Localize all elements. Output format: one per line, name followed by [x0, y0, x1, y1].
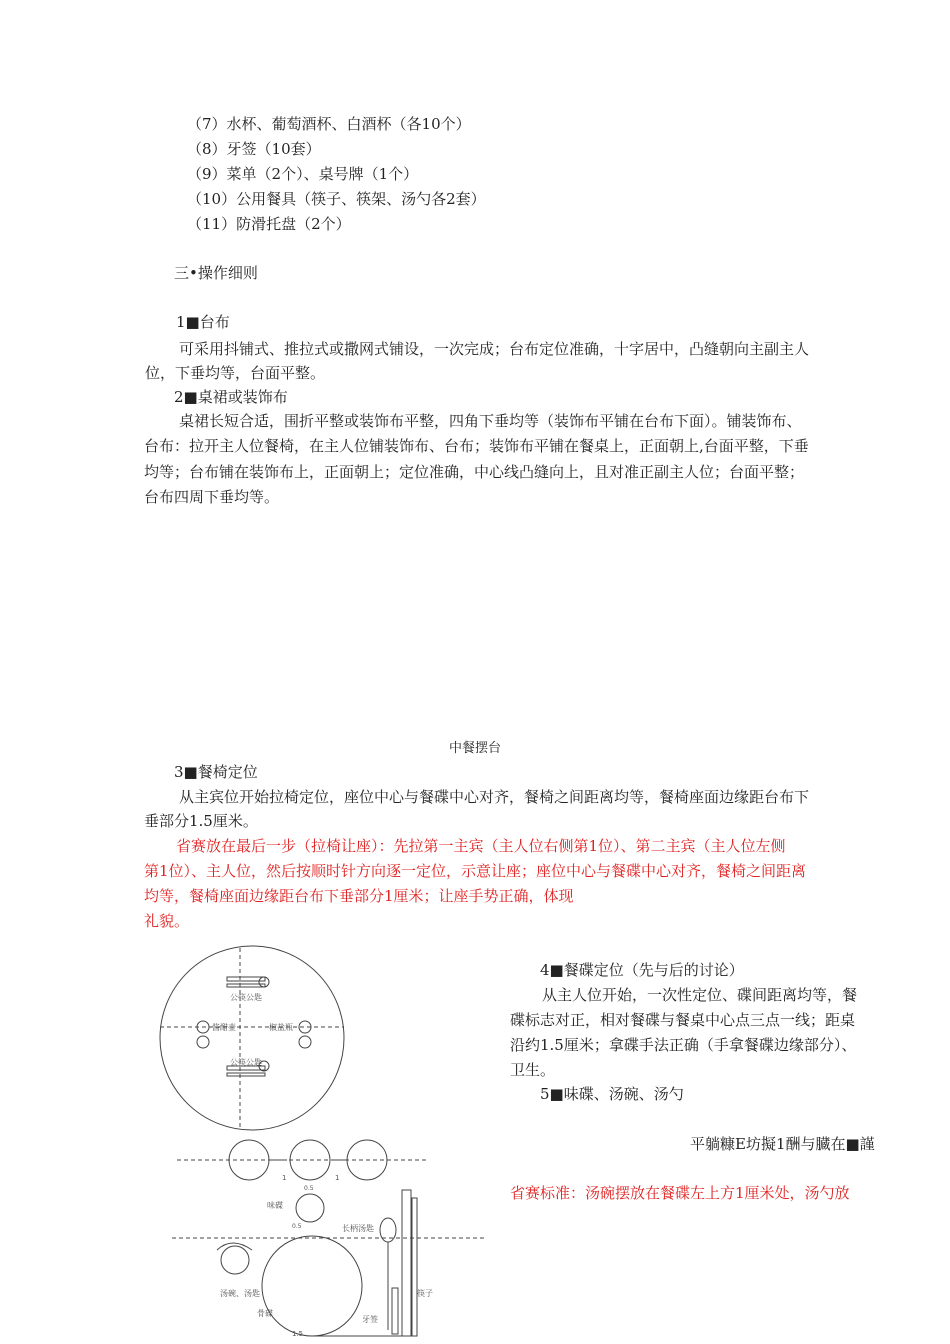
- s4-line: 沿约1.5厘米；拿碟手法正确（手拿餐碟边缘部分）、: [510, 1036, 857, 1054]
- diagram-label: 0.5: [304, 1185, 314, 1192]
- diagram-label: 0.5: [292, 1223, 302, 1230]
- section-heading: 三•操作细则: [174, 264, 258, 282]
- table-circle: [160, 946, 344, 1130]
- s4-line: 卫生。: [510, 1061, 556, 1079]
- diagram-label: 汤碗、汤匙: [220, 1289, 260, 1298]
- s3-red-line: 礼貌。: [144, 912, 190, 930]
- s1-line: 可采用抖铺式、推拉式或撒网式铺设，一次完成；台布定位准确，十字居中，凸缝朝向主副主人: [179, 340, 810, 358]
- s5-title: 5■味碟、汤碗、汤勺: [540, 1085, 684, 1103]
- s3-red-line: 省赛放在最后一步（拉椅让座）：先拉第一主宾（主人位右侧第1位）、第二主宾（主人位左侧: [176, 837, 786, 855]
- diagram-label: 1.5: [292, 1330, 304, 1338]
- diagram-label: 公筷公匙: [230, 1058, 262, 1067]
- s5-garbled-line: 平躺糠E坊擬1酬与臓在■謹: [690, 1135, 875, 1153]
- diagram-label: 酱醋壶: [212, 1023, 236, 1032]
- s4-line: 碟标志对正，相对餐碟与餐桌中心点三点一线；距桌: [510, 1011, 856, 1029]
- s2-title: 2■桌裙或装饰布: [174, 388, 288, 406]
- s1-title: 1■台布: [176, 313, 230, 331]
- s4-title: 4■餐碟定位（先与后的讨论）: [540, 961, 744, 979]
- equipment-item: （11）防滑托盘（2个）: [187, 215, 351, 233]
- diagram-label: 长柄汤匙: [342, 1224, 374, 1233]
- equipment-item: （9）菜单（2个）、桌号牌（1个）: [187, 165, 419, 183]
- s3-title: 3■餐椅定位: [174, 763, 258, 781]
- s3-line: 垂部分1.5厘米。: [144, 812, 258, 830]
- s3-red-line: 均等，餐椅座面边缘距台布下垂部分1厘米；让座手势正确，体现: [144, 887, 574, 905]
- equipment-item: （10）公用餐具（筷子、筷架、汤勺各2套）: [187, 190, 486, 208]
- s3-line: 从主宾位开始拉椅定位，座位中心与餐碟中心对齐，餐椅之间距离均等，餐椅座面边缘距台布下: [179, 788, 810, 806]
- diagram-label: 1: [335, 1174, 340, 1182]
- diagram-label: 牙签: [362, 1315, 378, 1324]
- place-setting-diagram: [172, 1138, 492, 1344]
- s2-line: 台布四周下垂均等。: [144, 488, 280, 506]
- equipment-item: （7）水杯、葡萄酒杯、白酒杯（各10个）: [187, 115, 471, 133]
- s3-red-line: 第1位）、主人位，然后按顺时针方向逐一定位，示意让座；座位中心与餐碟中心对齐，餐椅之间距离: [144, 862, 807, 880]
- diagram-label: 公筷公匙: [230, 993, 262, 1002]
- diagram-label: 椒盐瓶: [269, 1023, 293, 1032]
- figure-caption: 中餐摆台: [448, 741, 501, 756]
- s4-line: 从主人位开始，一次性定位、碟间距离均等，餐: [542, 986, 858, 1004]
- s2-line: 台布：拉开主人位餐椅，在主人位铺装饰布、台布；装饰布平铺在餐桌上，正面朝上,台面平整，下垂: [144, 437, 809, 455]
- s2-line: 均等；台布铺在装饰布上，正面朝上；定位准确，中心线凸缝向上，且对准正副主人位；台面平整；: [144, 463, 805, 481]
- equipment-item: （8）牙签（10套）: [187, 140, 321, 158]
- diagram-label: 骨碟: [257, 1309, 273, 1318]
- s2-line: 桌裙长短合适，围折平整或装饰布平整，四角下垂均等（装饰布平铺在台布下面）。铺装饰布、: [179, 412, 802, 430]
- diagram-label: 味碟: [267, 1201, 283, 1210]
- table-layout-diagram: [152, 942, 352, 1137]
- s1-line: 位，下垂均等，台面平整。: [145, 364, 326, 382]
- s5-red-line: 省赛标准：汤碗摆放在餐碟左上方1厘米处，汤勺放: [510, 1184, 850, 1202]
- diagram-label: 筷子: [417, 1289, 433, 1298]
- diagram-label: 1: [282, 1174, 287, 1182]
